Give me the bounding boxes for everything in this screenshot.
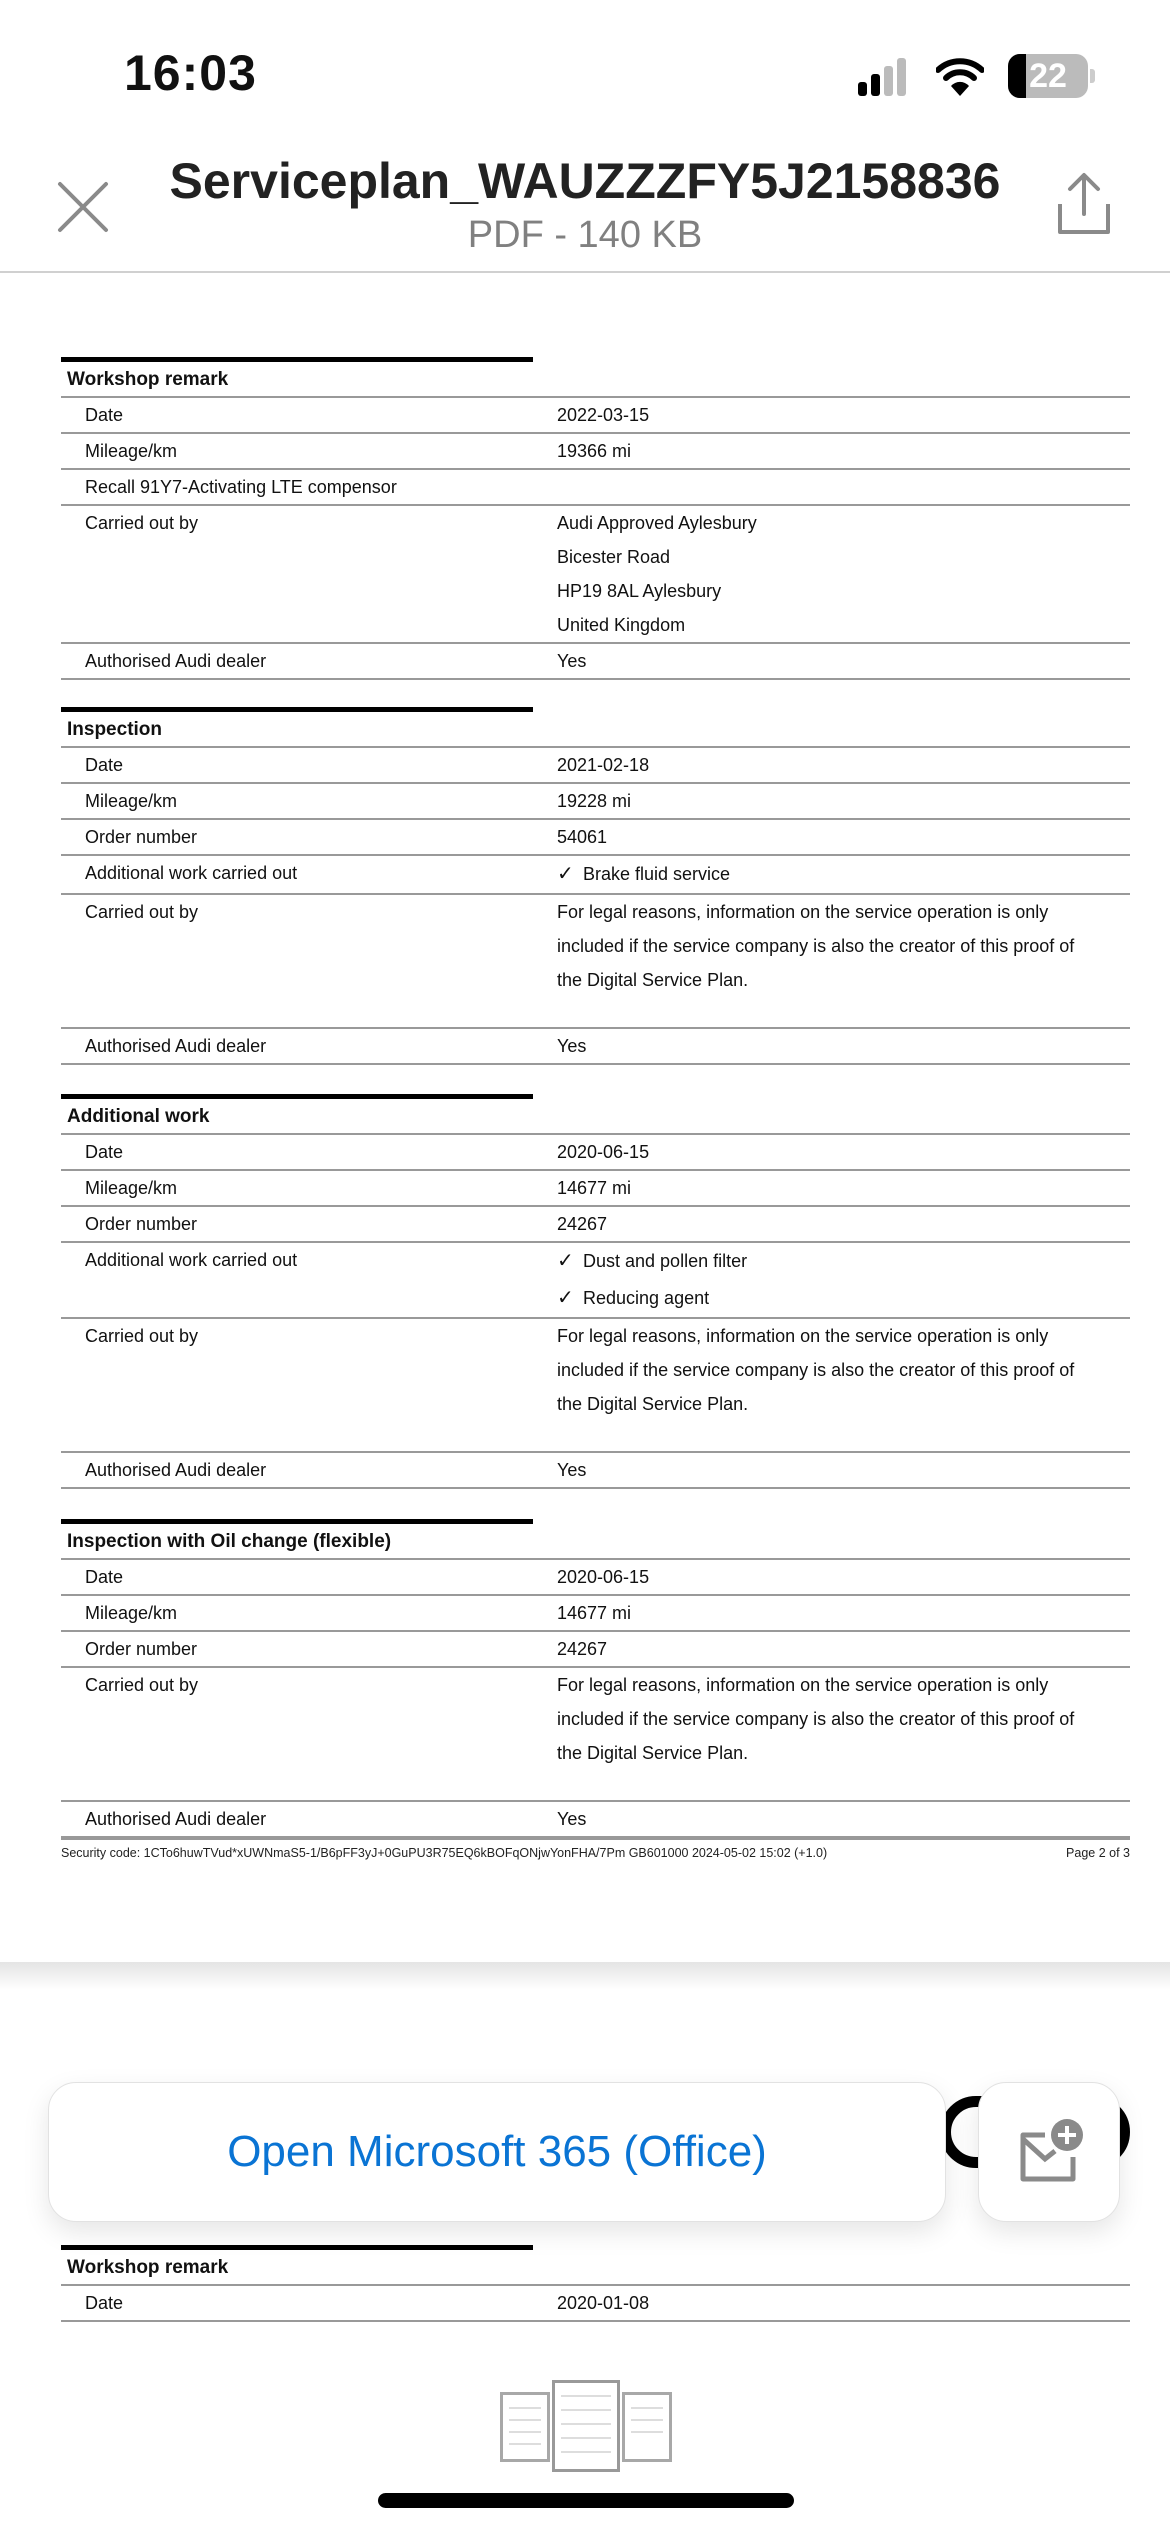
row-label: Date: [85, 755, 124, 775]
table-row: [61, 1596, 1130, 1632]
table-row: [61, 1802, 1130, 1838]
row-label: Authorised Audi dealer: [85, 651, 267, 671]
table-row: [61, 1207, 1130, 1243]
checked-item: [557, 856, 1130, 893]
table-row: [61, 2286, 1130, 2322]
page-separator: [0, 1962, 1170, 1990]
page-number: Page 2 of 3: [1066, 1846, 1130, 1860]
table-row: [61, 1668, 1130, 1802]
row-label: Order number: [85, 827, 198, 847]
table-row: [61, 1171, 1130, 1207]
row-label: Authorised Audi dealer: [85, 1809, 267, 1829]
value-line: the Digital Service Plan.: [557, 1394, 749, 1414]
value-line: 2020-06-15: [557, 1142, 650, 1162]
row-label: Recall 91Y7-Activating LTE compensor: [85, 477, 397, 497]
table-row: [61, 506, 1130, 644]
status-time: 16:03: [124, 45, 257, 101]
row-label: Date: [85, 1567, 124, 1587]
row-value: [557, 644, 1130, 678]
wifi-icon: [936, 56, 984, 96]
section-title: Inspection with Oil change (flexible): [61, 1524, 1130, 1560]
table-row: [61, 1029, 1130, 1065]
row-label: Date: [85, 1142, 124, 1162]
mail-add-icon: [1015, 2117, 1087, 2189]
value-line: included if the service company is also the creator of this proof of: [557, 1709, 1075, 1729]
row-label: Carried out by: [85, 902, 199, 922]
home-indicator[interactable]: [378, 2493, 794, 2508]
value-line: For legal reasons, information on the service operation is only: [557, 1675, 1049, 1695]
row-value: [557, 820, 1130, 854]
row-value: [557, 1802, 1130, 1836]
value-line: 2020-01-08: [557, 2293, 650, 2313]
table-row: [61, 1560, 1130, 1596]
section-title: Workshop remark: [61, 2250, 1130, 2286]
row-label: Mileage/km: [85, 791, 178, 811]
row-value: [557, 1135, 1130, 1169]
checked-item-label: Dust and pollen filter: [583, 1251, 748, 1271]
page-thumbnails[interactable]: [500, 2380, 670, 2472]
table-row: [61, 820, 1130, 856]
row-value: [557, 1453, 1130, 1487]
value-line: For legal reasons, information on the service operation is only: [557, 1326, 1049, 1346]
value-line: 14677 mi: [557, 1178, 632, 1198]
row-value: [557, 1668, 1130, 1770]
row-label: Mileage/km: [85, 441, 178, 461]
row-label: Mileage/km: [85, 1603, 178, 1623]
checked-item: [557, 1280, 1130, 1317]
row-value: [557, 895, 1130, 997]
row-value: [557, 470, 1130, 504]
value-line: 2021-02-18: [557, 755, 650, 775]
check-icon: ✓: [557, 863, 574, 885]
value-line: the Digital Service Plan.: [557, 970, 749, 990]
header-divider: [0, 271, 1170, 273]
value-line: Yes: [557, 1036, 587, 1056]
value-line: 14677 mi: [557, 1603, 632, 1623]
section-title: Additional work: [61, 1099, 1130, 1135]
row-value: [557, 1319, 1130, 1421]
security-code: Security code: 1CTo6huwTVud*xUWNmaS5-1/B6pFF3yJ+0GuPU3R75EQ6kBOFqONjwYonFHA/7Pm GB601000 2024-05-02 15:02 (+1.0): [61, 1846, 828, 1860]
value-line: United Kingdom: [557, 615, 686, 635]
value-line: 2020-06-15: [557, 1567, 650, 1587]
row-label: Order number: [85, 1639, 198, 1659]
table-row: [61, 1632, 1130, 1668]
document-subtitle: PDF - 140 KB: [467, 214, 703, 256]
row-value: [557, 1243, 1130, 1317]
battery-icon: [1008, 54, 1094, 98]
row-label: Additional work carried out: [85, 1250, 298, 1270]
value-line: Yes: [557, 1809, 587, 1829]
service-section: [61, 357, 1130, 680]
page-footer: [61, 1846, 1130, 1860]
value-line: 24267: [557, 1214, 608, 1234]
row-value: [557, 1560, 1130, 1594]
row-label: Additional work carried out: [85, 863, 298, 883]
table-row: [61, 1243, 1130, 1319]
value-line: Yes: [557, 651, 587, 671]
row-value: [557, 506, 1130, 642]
row-value: [557, 1171, 1130, 1205]
table-row: [61, 1135, 1130, 1171]
row-label: Date: [85, 405, 124, 425]
service-section: [61, 2245, 1130, 2322]
value-line: 19228 mi: [557, 791, 632, 811]
row-value: [557, 784, 1130, 818]
value-line: Yes: [557, 1460, 587, 1480]
checked-item-label: Brake fluid service: [583, 864, 731, 884]
table-row: [61, 398, 1130, 434]
row-label: Carried out by: [85, 1326, 199, 1346]
section-title: Inspection: [61, 712, 1130, 748]
table-row: [61, 434, 1130, 470]
checked-item-label: Reducing agent: [583, 1288, 710, 1308]
thumbnail-page-2[interactable]: [552, 2380, 620, 2472]
value-line: 54061: [557, 827, 608, 847]
section-title: Workshop remark: [61, 362, 1130, 398]
row-value: [557, 2286, 1130, 2320]
checked-item: [557, 1243, 1130, 1280]
value-line: included if the service company is also the creator of this proof of: [557, 1360, 1075, 1380]
value-line: Bicester Road: [557, 547, 671, 567]
row-label: Carried out by: [85, 1675, 199, 1695]
row-value: [557, 1207, 1130, 1241]
row-label: Date: [85, 2293, 124, 2313]
value-line: 2022-03-15: [557, 405, 650, 425]
row-label: Order number: [85, 1214, 198, 1234]
value-line: HP19 8AL Aylesbury: [557, 581, 722, 601]
row-value: [557, 1596, 1130, 1630]
service-section: [61, 1094, 1130, 1489]
document-title: Serviceplan_WAUZZZFY5J2158836: [169, 153, 1001, 209]
row-label: Authorised Audi dealer: [85, 1460, 267, 1480]
table-row: [61, 1319, 1130, 1453]
check-icon: ✓: [557, 1287, 574, 1309]
value-line: the Digital Service Plan.: [557, 1743, 749, 1763]
row-label: Authorised Audi dealer: [85, 1036, 267, 1056]
table-row: [61, 856, 1130, 895]
table-row: [61, 470, 1130, 506]
row-value: [557, 1029, 1130, 1063]
value-line: included if the service company is also the creator of this proof of: [557, 936, 1075, 956]
value-line: 24267: [557, 1639, 608, 1659]
table-row: [61, 644, 1130, 680]
table-row: [61, 895, 1130, 1029]
row-label: Mileage/km: [85, 1178, 178, 1198]
footer-divider: [61, 1838, 1130, 1840]
row-value: [557, 398, 1130, 432]
row-value: [557, 856, 1130, 893]
value-line: Audi Approved Aylesbury: [557, 513, 757, 533]
service-section: [61, 707, 1130, 1065]
row-value: [557, 434, 1130, 468]
signal-icon: [858, 58, 908, 96]
open-microsoft-365-button[interactable]: Open Microsoft 365 (Office): [48, 2082, 946, 2222]
row-value: [557, 1632, 1130, 1666]
row-value: [557, 748, 1130, 782]
table-row: [61, 1453, 1130, 1489]
thumbnail-page-1[interactable]: [500, 2392, 550, 2462]
check-icon: ✓: [557, 1250, 574, 1272]
mail-add-button[interactable]: [978, 2082, 1120, 2222]
service-section: [61, 1519, 1130, 1838]
share-icon[interactable]: [1056, 172, 1112, 236]
thumbnail-page-3[interactable]: [622, 2392, 672, 2462]
battery-level: 22: [1029, 57, 1067, 95]
table-row: [61, 784, 1130, 820]
value-line: 19366 mi: [557, 441, 632, 461]
row-label: Carried out by: [85, 513, 199, 533]
value-line: For legal reasons, information on the service operation is only: [557, 902, 1049, 922]
table-row: [61, 748, 1130, 784]
